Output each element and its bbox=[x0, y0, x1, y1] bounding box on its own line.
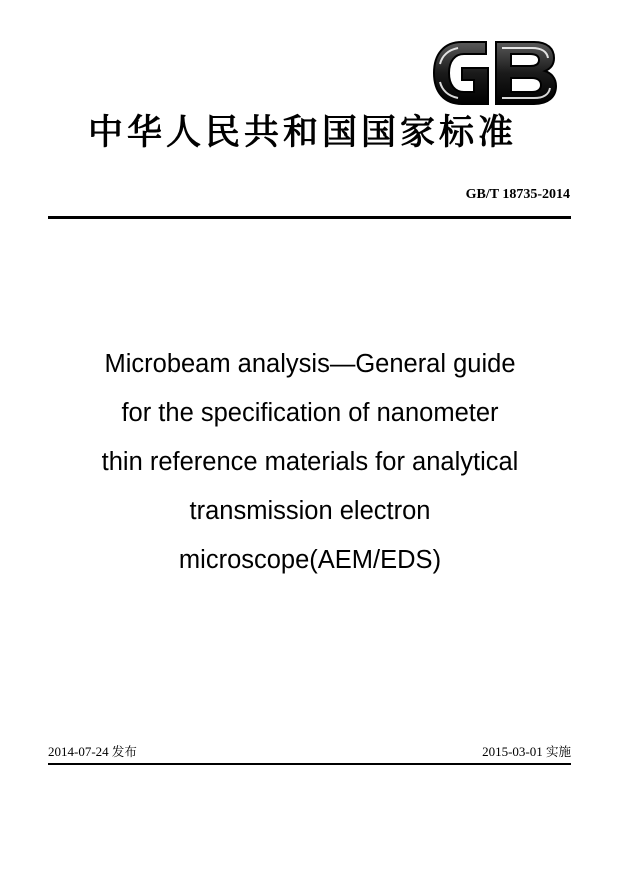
implement-label: 实施 bbox=[545, 744, 571, 759]
implement-date: 2015-03-01 bbox=[482, 744, 543, 759]
footer-dates bbox=[48, 742, 571, 762]
publish-date: 2014-07-24 bbox=[48, 744, 109, 759]
publish-label: 发布 bbox=[111, 744, 137, 759]
gb-logo bbox=[428, 38, 560, 108]
standard-number: GB/T 18735-2014 bbox=[465, 187, 570, 202]
title-line-2: for the specification of nanometer bbox=[121, 399, 499, 427]
implement-info bbox=[482, 742, 571, 762]
title-line-5: microscope(AEM/EDS) bbox=[178, 546, 442, 574]
title-line-1: Microbeam analysis—General guide bbox=[104, 350, 516, 378]
title-line-3: thin reference materials for analytical bbox=[101, 448, 519, 476]
document-title bbox=[40, 340, 580, 585]
publish-info bbox=[48, 742, 137, 762]
footer-divider bbox=[48, 763, 571, 765]
header-divider bbox=[48, 216, 571, 219]
national-standard-title: 中华人民共和国国家标准 bbox=[88, 113, 518, 153]
title-line-4: transmission electron bbox=[189, 497, 431, 525]
